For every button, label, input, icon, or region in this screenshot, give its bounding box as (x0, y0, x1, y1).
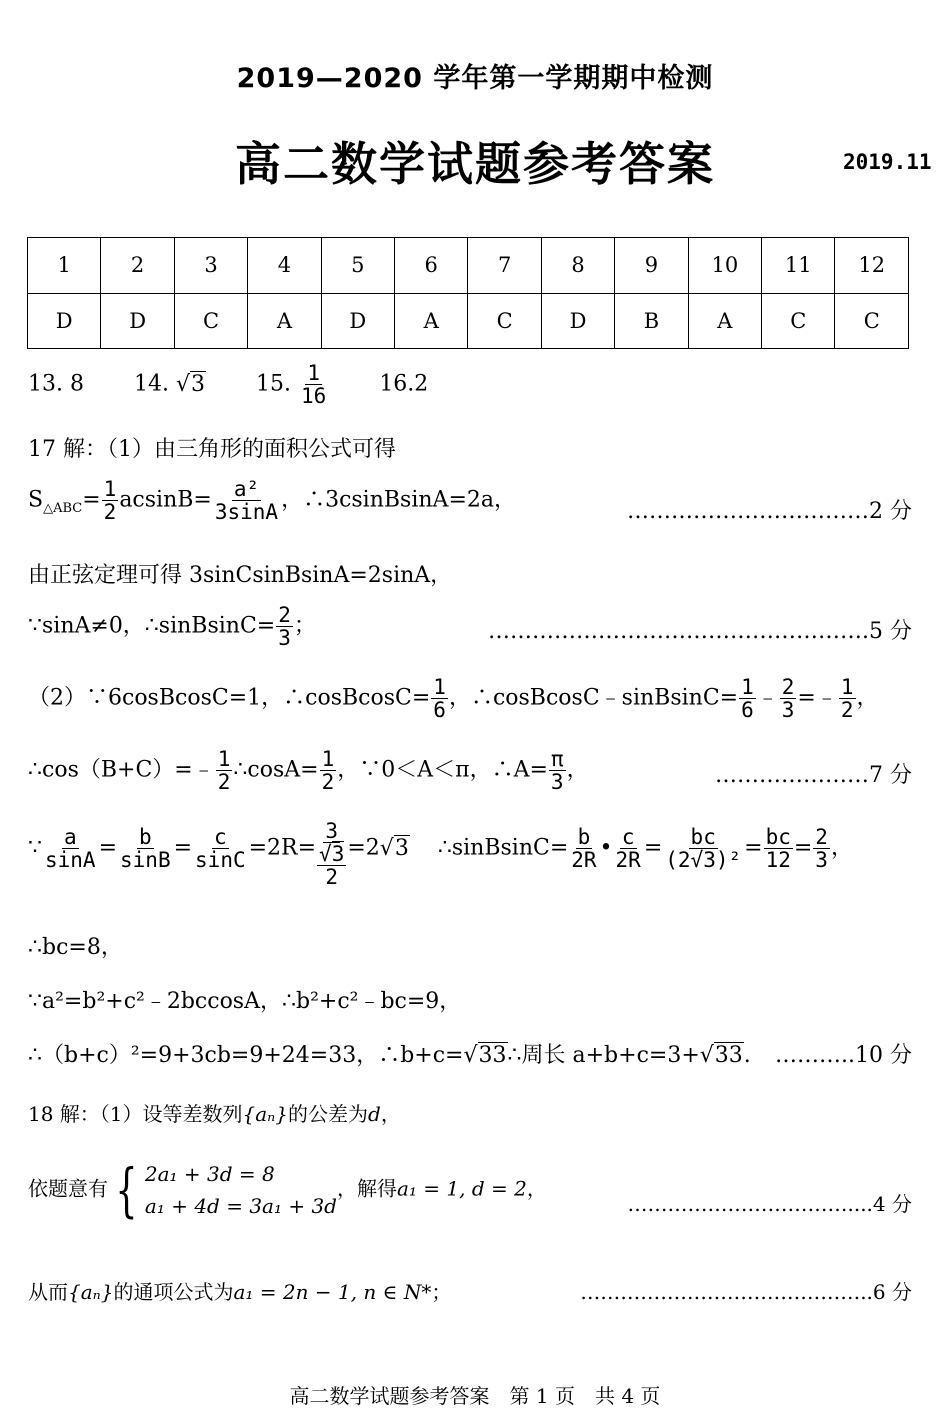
q17-score-10: ………..10 分 (775, 1043, 912, 1068)
q18-line-1: 18 解：（1）设等差数列{aₙ}的公差为d， (28, 1102, 401, 1126)
q17-line-6: ∴cos（B+C）=﹣ $\frac{1}{2}$ ∴cosA= $\frac{1}{2}$ ，∵0＜A＜π，∴A= $\frac{\pi}{3}$ ， (28, 747, 589, 795)
question-number: 6 (395, 238, 468, 294)
answer-choice: D (321, 293, 394, 349)
answer-choice: D (541, 293, 614, 349)
answer-choice: C (468, 293, 541, 349)
answer-choice: A (248, 293, 321, 349)
answer-table (27, 237, 909, 349)
equation-system: 2a₁ + 3d = 8 a₁ + 4d = 3a₁ + 3d (144, 1162, 337, 1218)
question-number: 3 (174, 238, 247, 294)
question-number: 12 (835, 238, 909, 294)
q17-line-10: ∴（b+c）²=9+3cb=9+24=33，∴b+c=√33∴周长 a+b+c=3+√33. (28, 1043, 751, 1068)
question-number: 2 (101, 238, 174, 294)
question-number: 10 (688, 238, 761, 294)
fill-in-answers (28, 362, 428, 407)
answer-number-row (28, 238, 909, 294)
q17-line-4: ∵sinA≠0，∴sinBsinC= $\frac{2}{3}$ ； (28, 603, 316, 651)
q17-score-7: …………………7 分 (715, 763, 912, 788)
page-footer: 高二数学试题参考答案 第 1 页 共 4 页 (289, 1384, 661, 1408)
question-number: 9 (615, 238, 688, 294)
answer-16: 16.2 (379, 371, 429, 397)
q18-line-2: 依题意有 { 2a₁ + 3d = 8 a₁ + 4d = 3a₁ + 3d ，解得a₁ = 1, d = 2， (28, 1156, 547, 1224)
q17-score-5: …………………………………………….5 分 (488, 619, 912, 644)
exam-date: 2019.11 (843, 150, 932, 174)
page-title: 高二数学试题参考答案 (235, 137, 715, 191)
answer-choice: C (762, 293, 835, 349)
q17-line-1: 17 解：（1）由三角形的面积公式可得 (28, 437, 396, 462)
question-number: 8 (541, 238, 614, 294)
answer-13: 13. 8 (28, 371, 84, 397)
question-number: 4 (248, 238, 321, 294)
q18-score-6: ……………………………………..6 分 (580, 1280, 912, 1304)
system-brace: { (115, 1156, 138, 1224)
q17-line-5: （2）∵6cosBcosC=1，∴cosBcosC= $\frac{1}{6}$ ，∴cosBcosC﹣sinBsinC= $\frac{1}{6}$ ﹣ $\frac{2}{3}$ =﹣ $\frac{1}{2}$ ， (28, 675, 879, 723)
answer-choice: C (174, 293, 247, 349)
question-number: 11 (762, 238, 835, 294)
answer-choice-row (28, 293, 909, 349)
q17-line-7: ∵ $\frac{a}{\sin A}$ = $\frac{b}{\sin B}$ = $\frac{c}{\sin C}$ =2R= 3 √3 2 =2√3 ∴sinBsinC= $\frac{b}{2R}$ • $\frac{c}{2R}$ = $\frac{bc}{\text{(2√3)²}}$ = $\frac{bc}{12}$ = $\frac{2}{3}$ ， (28, 819, 853, 890)
answer-choice: D (101, 293, 174, 349)
sequence-symbol: {aₙ} (242, 1102, 289, 1126)
answer-choice: B (615, 293, 688, 349)
q17-score-2: ……………………………2 分 (627, 499, 912, 524)
question-number: 1 (28, 238, 101, 294)
q17-line-9: ∵a²=b²+c²﹣2bccosA，∴b²+c²﹣bc=9， (28, 989, 462, 1014)
answer-14-sqrt: √3 (175, 371, 206, 397)
q18-line-3: 从而{aₙ}的通项公式为a₁ = 2n − 1, n ∈ N*； (28, 1280, 452, 1304)
question-number: 5 (321, 238, 394, 294)
question-number: 7 (468, 238, 541, 294)
q17-line-8: ∴bc=8， (28, 935, 123, 960)
q18-score-4: ……………………………....4 分 (627, 1192, 912, 1216)
answer-choice: A (688, 293, 761, 349)
q17-line-2: $S_{\triangle ABC}=$ $\frac{1}{2}$ acsinB= $\frac{\text{a²}}{3\sin A}$ ，∴3csinBsinA=2a， (28, 477, 516, 525)
q17-line-3: 由正弦定理可得 3sinCsinBsinA=2sinA， (28, 563, 453, 588)
answer-15-label: 15. (256, 371, 292, 397)
answer-choice: C (835, 293, 909, 349)
answer-choice: D (28, 293, 101, 349)
exam-term-title: 2019—2020 学年第一学期期中检测 (236, 63, 714, 94)
answer-15-fraction: $\frac{1}{16}$ (301, 361, 327, 409)
answer-14-label: 14. (133, 371, 169, 397)
answer-choice: A (395, 293, 468, 349)
